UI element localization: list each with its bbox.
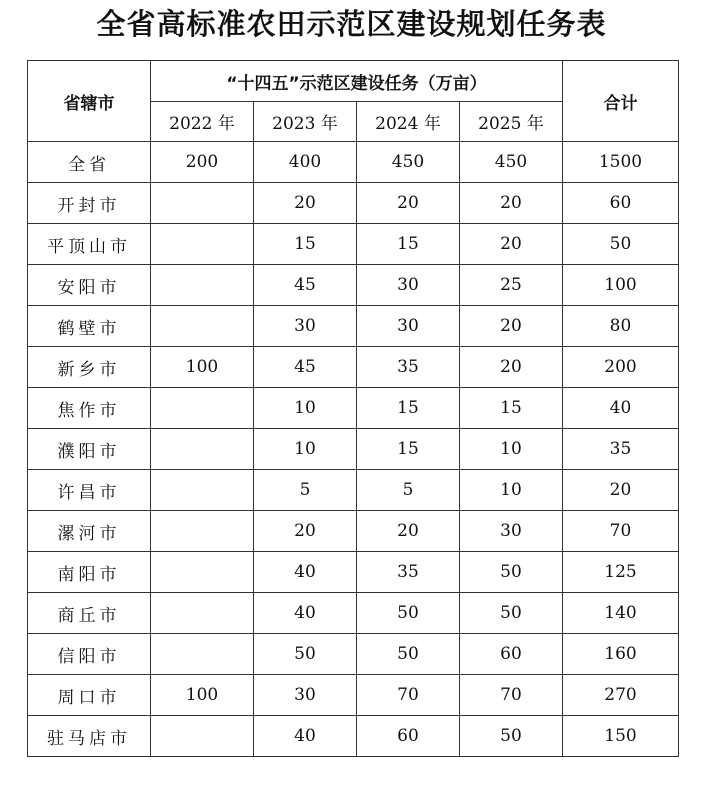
cell-2025: 50	[460, 716, 563, 757]
table-row	[28, 306, 679, 347]
table-row	[28, 716, 679, 757]
cell-2023: 30	[254, 306, 357, 347]
header-year-2023: 2023 年	[254, 102, 357, 142]
cell-city: 焦作市	[28, 388, 151, 429]
cell-2023: 10	[254, 388, 357, 429]
cell-city: 新乡市	[28, 347, 151, 388]
cell-2023: 40	[254, 552, 357, 593]
cell-2024: 15	[357, 388, 460, 429]
cell-2024: 50	[357, 634, 460, 675]
cell-2022	[151, 593, 254, 634]
cell-total: 40	[563, 388, 679, 429]
table-row	[28, 388, 679, 429]
header-year-2022: 2022 年	[151, 102, 254, 142]
cell-2025: 70	[460, 675, 563, 716]
cell-city: 安阳市	[28, 265, 151, 306]
cell-2025: 30	[460, 511, 563, 552]
cell-2024: 30	[357, 265, 460, 306]
cell-2023: 45	[254, 347, 357, 388]
cell-2023: 15	[254, 224, 357, 265]
cell-2025: 60	[460, 634, 563, 675]
cell-2023: 40	[254, 593, 357, 634]
cell-2024: 450	[357, 142, 460, 183]
cell-2024: 20	[357, 511, 460, 552]
cell-2024: 15	[357, 224, 460, 265]
cell-2025: 450	[460, 142, 563, 183]
cell-2023: 5	[254, 470, 357, 511]
cell-2023: 50	[254, 634, 357, 675]
cell-city: 漯河市	[28, 511, 151, 552]
cell-total: 50	[563, 224, 679, 265]
cell-2025: 20	[460, 347, 563, 388]
table-row	[28, 552, 679, 593]
table-row	[28, 634, 679, 675]
cell-2023: 20	[254, 183, 357, 224]
cell-2025: 50	[460, 552, 563, 593]
cell-2024: 35	[357, 552, 460, 593]
cell-2022: 200	[151, 142, 254, 183]
table-row	[28, 593, 679, 634]
cell-total: 70	[563, 511, 679, 552]
cell-2023: 20	[254, 511, 357, 552]
header-year-2025: 2025 年	[460, 102, 563, 142]
cell-total: 140	[563, 593, 679, 634]
cell-total: 80	[563, 306, 679, 347]
cell-total: 20	[563, 470, 679, 511]
cell-2024: 35	[357, 347, 460, 388]
cell-city: 开封市	[28, 183, 151, 224]
cell-city: 濮阳市	[28, 429, 151, 470]
cell-2025: 10	[460, 429, 563, 470]
cell-2024: 60	[357, 716, 460, 757]
cell-2022	[151, 183, 254, 224]
table-row	[28, 142, 679, 183]
cell-2022: 100	[151, 347, 254, 388]
cell-2023: 400	[254, 142, 357, 183]
cell-city: 信阳市	[28, 634, 151, 675]
cell-2024: 50	[357, 593, 460, 634]
table-row	[28, 675, 679, 716]
cell-city: 全省	[28, 142, 151, 183]
cell-2022	[151, 552, 254, 593]
cell-2023: 40	[254, 716, 357, 757]
table-row	[28, 347, 679, 388]
cell-2023: 30	[254, 675, 357, 716]
table-row	[28, 511, 679, 552]
cell-total: 270	[563, 675, 679, 716]
cell-2024: 5	[357, 470, 460, 511]
cell-total: 150	[563, 716, 679, 757]
cell-city: 南阳市	[28, 552, 151, 593]
cell-2025: 20	[460, 183, 563, 224]
cell-2022	[151, 634, 254, 675]
cell-2025: 50	[460, 593, 563, 634]
cell-2022	[151, 470, 254, 511]
header-group: “十四五”示范区建设任务（万亩）	[151, 61, 563, 102]
cell-2024: 70	[357, 675, 460, 716]
table-row	[28, 265, 679, 306]
cell-2022	[151, 224, 254, 265]
cell-2025: 20	[460, 224, 563, 265]
cell-total: 35	[563, 429, 679, 470]
table-row	[28, 429, 679, 470]
cell-2025: 15	[460, 388, 563, 429]
cell-2022	[151, 388, 254, 429]
cell-2022	[151, 429, 254, 470]
cell-total: 200	[563, 347, 679, 388]
cell-total: 100	[563, 265, 679, 306]
header-year-2024: 2024 年	[357, 102, 460, 142]
cell-2024: 30	[357, 306, 460, 347]
cell-city: 驻马店市	[28, 716, 151, 757]
cell-2022	[151, 716, 254, 757]
cell-2022	[151, 306, 254, 347]
table-row	[28, 224, 679, 265]
page-title: 全省高标准农田示范区建设规划任务表	[96, 7, 607, 41]
cell-2024: 15	[357, 429, 460, 470]
cell-city: 商丘市	[28, 593, 151, 634]
cell-city: 周口市	[28, 675, 151, 716]
header-city: 省辖市	[28, 61, 151, 142]
task-table	[27, 60, 679, 757]
cell-city: 平顶山市	[28, 224, 151, 265]
cell-2022: 100	[151, 675, 254, 716]
table-row	[28, 183, 679, 224]
header-total: 合计	[563, 61, 679, 142]
cell-total: 60	[563, 183, 679, 224]
cell-2023: 10	[254, 429, 357, 470]
cell-2024: 20	[357, 183, 460, 224]
cell-total: 125	[563, 552, 679, 593]
cell-2025: 25	[460, 265, 563, 306]
cell-2022	[151, 265, 254, 306]
cell-2022	[151, 511, 254, 552]
cell-city: 许昌市	[28, 470, 151, 511]
cell-city: 鹤壁市	[28, 306, 151, 347]
cell-total: 160	[563, 634, 679, 675]
cell-total: 1500	[563, 142, 679, 183]
cell-2025: 10	[460, 470, 563, 511]
table-row	[28, 470, 679, 511]
cell-2025: 20	[460, 306, 563, 347]
cell-2023: 45	[254, 265, 357, 306]
